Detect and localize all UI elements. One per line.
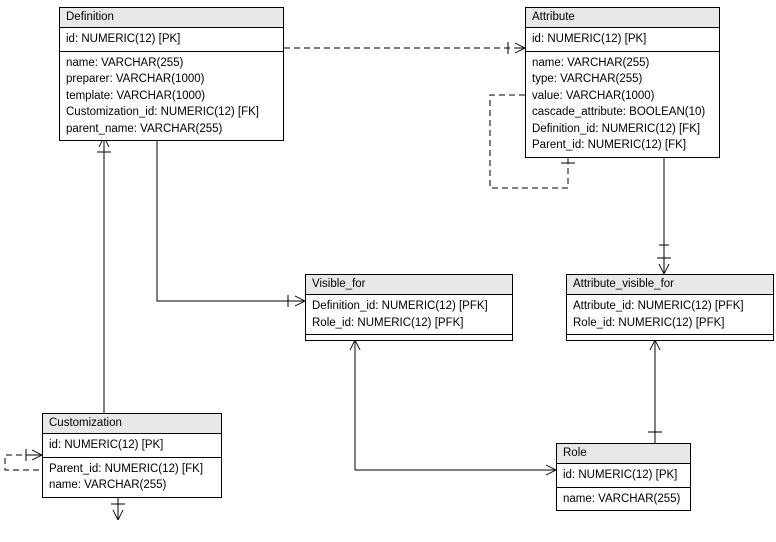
attribute-row: preparer: VARCHAR(1000) <box>66 73 205 85</box>
entity-fields-attribute-visible-for <box>567 334 773 340</box>
edge-definition-visiblefor <box>157 137 305 301</box>
entity-role[interactable] <box>556 443 691 511</box>
attribute-row: id: NUMERIC(12) [PK] <box>49 439 164 451</box>
entity-keys-role <box>557 464 690 487</box>
attribute-row: Role_id: NUMERIC(12) [PFK] <box>573 316 725 329</box>
edge-customization-self <box>5 455 42 470</box>
entity-keys-visible-for <box>306 295 512 334</box>
attribute-row: cascade_attribute: BOOLEAN(10) <box>532 106 706 118</box>
entity-attribute-visible-for[interactable] <box>566 274 774 341</box>
attribute-row: Definition_id: NUMERIC(12) [PFK] <box>312 300 488 312</box>
entity-title-attribute: Attribute <box>526 8 719 28</box>
attribute-row: Parent_id: NUMERIC(12) [FK] <box>532 139 687 151</box>
entity-keys-attribute <box>526 28 719 51</box>
attribute-row: Role_id: NUMERIC(12) [PFK] <box>312 316 464 329</box>
attribute-row: name: VARCHAR(255) <box>66 56 184 69</box>
entity-keys-definition <box>60 28 283 51</box>
entity-title-role: Role <box>557 444 690 464</box>
entity-title-visible-for: Visible_for <box>306 275 512 295</box>
attribute-row: name: VARCHAR(255) <box>563 492 681 505</box>
entity-fields-visible-for <box>306 334 512 340</box>
attribute-row: id: NUMERIC(12) [PK] <box>532 33 647 45</box>
attribute-row: name: VARCHAR(255) <box>532 56 650 69</box>
entity-fields-customization <box>43 457 221 497</box>
entity-keys-attribute-visible-for <box>567 295 773 334</box>
entity-customization[interactable] <box>42 413 222 498</box>
attribute-row: name: VARCHAR(255) <box>49 479 167 491</box>
attribute-row: id: NUMERIC(12) [PK] <box>563 469 678 481</box>
attribute-row: Customization_id: NUMERIC(12) [FK] <box>66 106 259 118</box>
entity-visible-for[interactable] <box>305 274 513 341</box>
entity-attribute[interactable] <box>525 7 720 158</box>
attribute-row: type: VARCHAR(255) <box>532 73 643 85</box>
attribute-row: template: VARCHAR(1000) <box>66 89 206 102</box>
entity-fields-role <box>557 487 690 511</box>
attribute-row: Parent_id: NUMERIC(12) [FK] <box>49 462 204 475</box>
entity-title-customization: Customization <box>43 414 221 434</box>
attribute-row: id: NUMERIC(12) [PK] <box>66 33 181 45</box>
entity-definition[interactable] <box>59 7 284 141</box>
entity-fields-attribute <box>526 51 719 157</box>
entity-fields-definition <box>60 51 283 141</box>
edge-visiblefor-role <box>355 340 556 470</box>
entity-title-definition: Definition <box>60 8 283 28</box>
entity-keys-customization <box>43 434 221 457</box>
attribute-row: parent_name: VARCHAR(255) <box>66 122 223 135</box>
attribute-row: Attribute_id: NUMERIC(12) [PFK] <box>573 300 744 312</box>
attribute-row: Definition_id: NUMERIC(12) [FK] <box>532 122 701 135</box>
entity-title-attribute-visible-for: Attribute_visible_for <box>567 275 773 295</box>
attribute-row: value: VARCHAR(1000) <box>532 89 655 102</box>
